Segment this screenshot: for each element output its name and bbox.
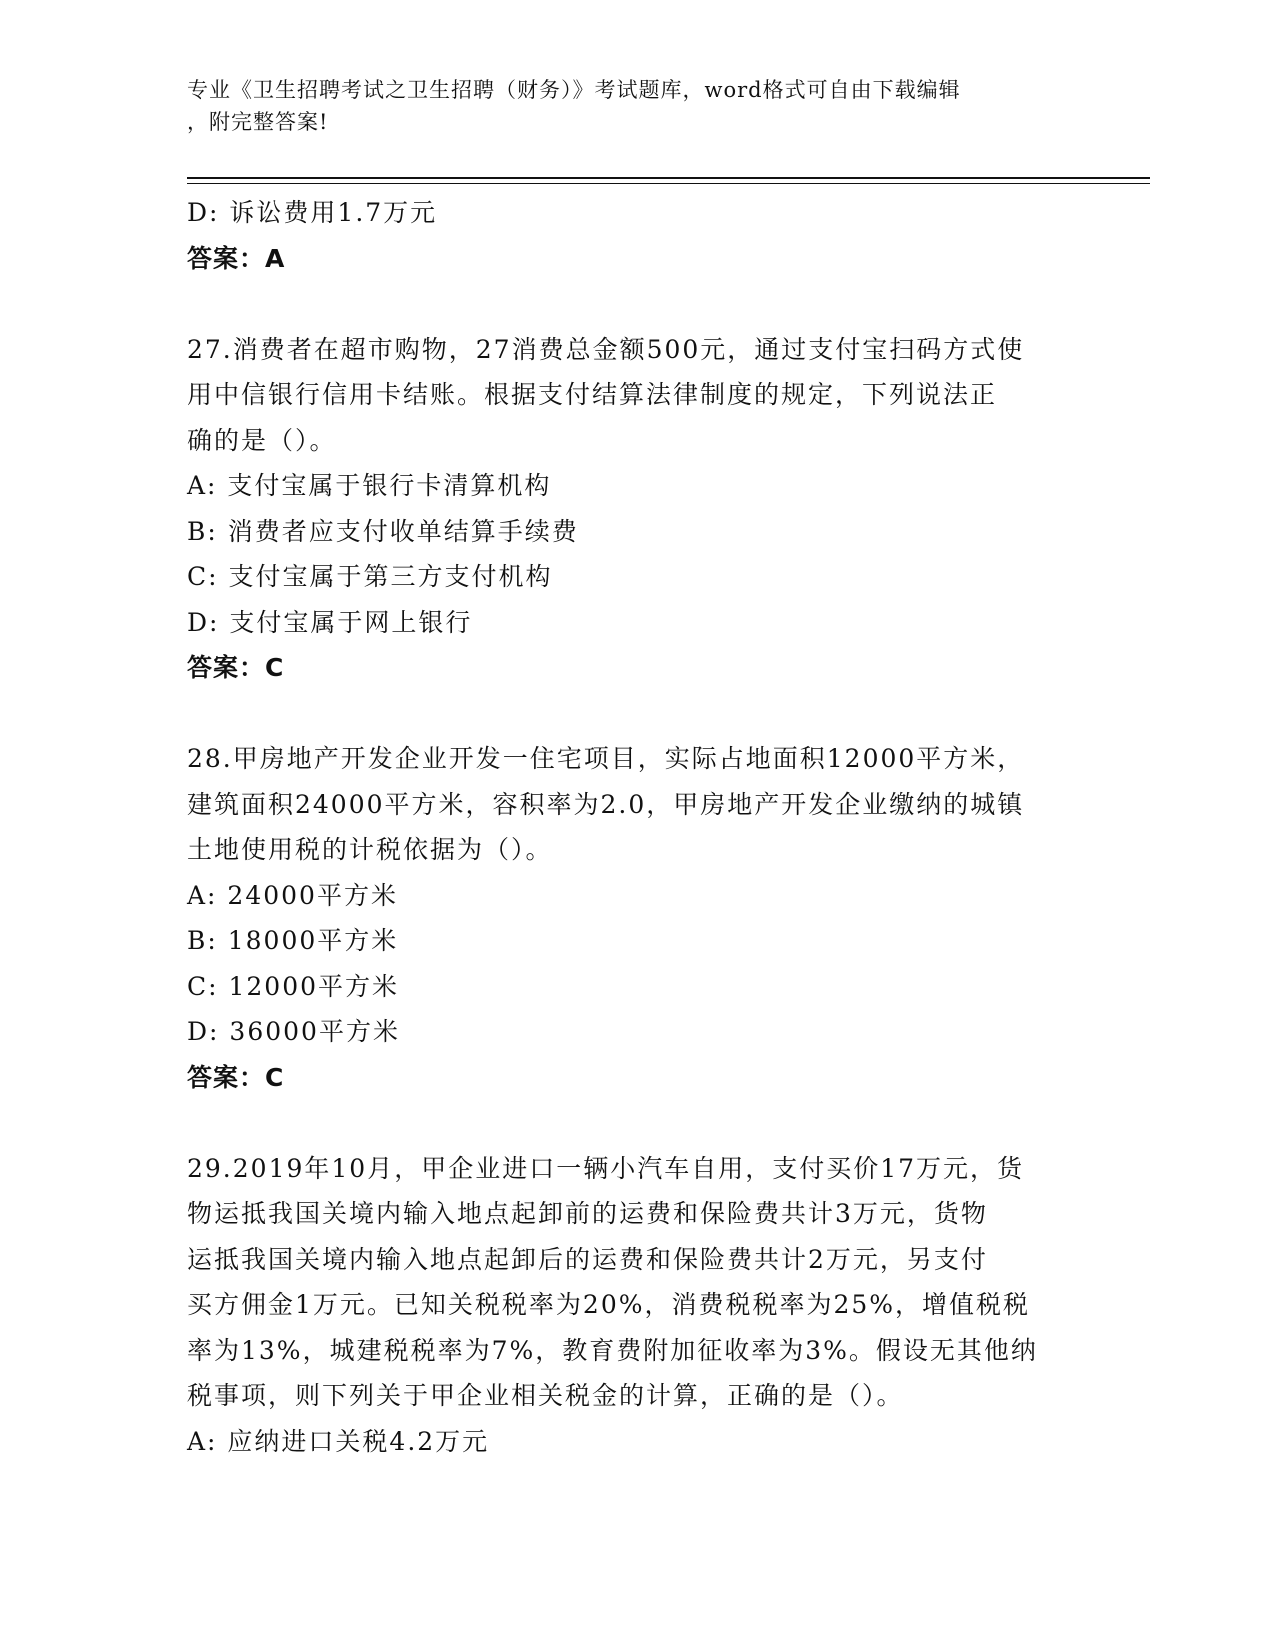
question-27	[187, 327, 1087, 691]
header-rule-thick	[187, 177, 1150, 179]
question-stem-line: 确的是（）。	[187, 425, 337, 455]
option-a: A: 应纳进口关税4.2万元	[187, 1426, 490, 1456]
option-c: C: 12000平方米	[187, 971, 400, 1001]
answer: 答案：C	[187, 653, 285, 682]
option-a: A: 24000平方米	[187, 880, 398, 910]
answer: 答案：C	[187, 1062, 285, 1092]
header-line-1: 专业《卫生招聘考试之卫生招聘（财务）》考试题库，word格式可自由下载编辑	[187, 78, 961, 102]
option-b: B: 18000平方米	[187, 926, 399, 955]
option-c: C: 支付宝属于第三方支付机构	[187, 562, 553, 591]
question-stem-line: 用中信银行信用卡结账。根据支付结算法律制度的规定，下列说法正	[187, 380, 998, 409]
question-stem-line: 27.消费者在超市购物，27消费总金额500元，通过支付宝扫码方式使	[187, 334, 1025, 364]
question-stem-line: 率为13%，城建税税率为7%，教育费附加征收率为3%。假设无其他纳	[187, 1335, 1038, 1365]
question-stem-line: 税事项，则下列关于甲企业相关税金的计算，正确的是（）。	[187, 1381, 904, 1410]
option-a: A: 支付宝属于银行卡清算机构	[187, 471, 552, 500]
header-rule-thin	[187, 183, 1150, 184]
question-content	[187, 190, 1087, 1464]
question-stem-line: 物运抵我国关境内输入地点起卸前的运费和保险费共计3万元，货物	[187, 1199, 988, 1228]
option-b: B: 消费者应支付收单结算手续费	[187, 516, 579, 546]
question-29	[187, 1146, 1087, 1465]
question-28	[187, 736, 1087, 1100]
spacer	[187, 691, 1087, 737]
option-d: D: 36000平方米	[187, 1017, 400, 1046]
prev-option-d: D: 诉讼费用1.7万元	[187, 198, 438, 227]
question-stem-line: 土地使用税的计税依据为（）。	[187, 835, 553, 864]
header-line-2: ，附完整答案!	[187, 110, 329, 134]
question-stem-line: 运抵我国关境内输入地点起卸后的运费和保险费共计2万元，另支付	[187, 1244, 988, 1274]
document-header	[187, 74, 1087, 138]
question-stem-line: 买方佣金1万元。已知关税税率为20%，消费税税率为25%，增值税税	[187, 1290, 1031, 1319]
question-stem-line: 29.2019年10月，甲企业进口一辆小汽车自用，支付买价17万元，货	[187, 1153, 1025, 1183]
spacer	[187, 1100, 1087, 1146]
option-d: D: 支付宝属于网上银行	[187, 607, 473, 637]
spacer	[187, 281, 1087, 327]
prev-answer: 答案：A	[187, 243, 286, 273]
question-stem-line: 建筑面积24000平方米，容积率为2.0，甲房地产开发企业缴纳的城镇	[187, 789, 1025, 819]
question-stem-line: 28.甲房地产开发企业开发一住宅项目，实际占地面积12000平方米，	[187, 744, 1025, 773]
